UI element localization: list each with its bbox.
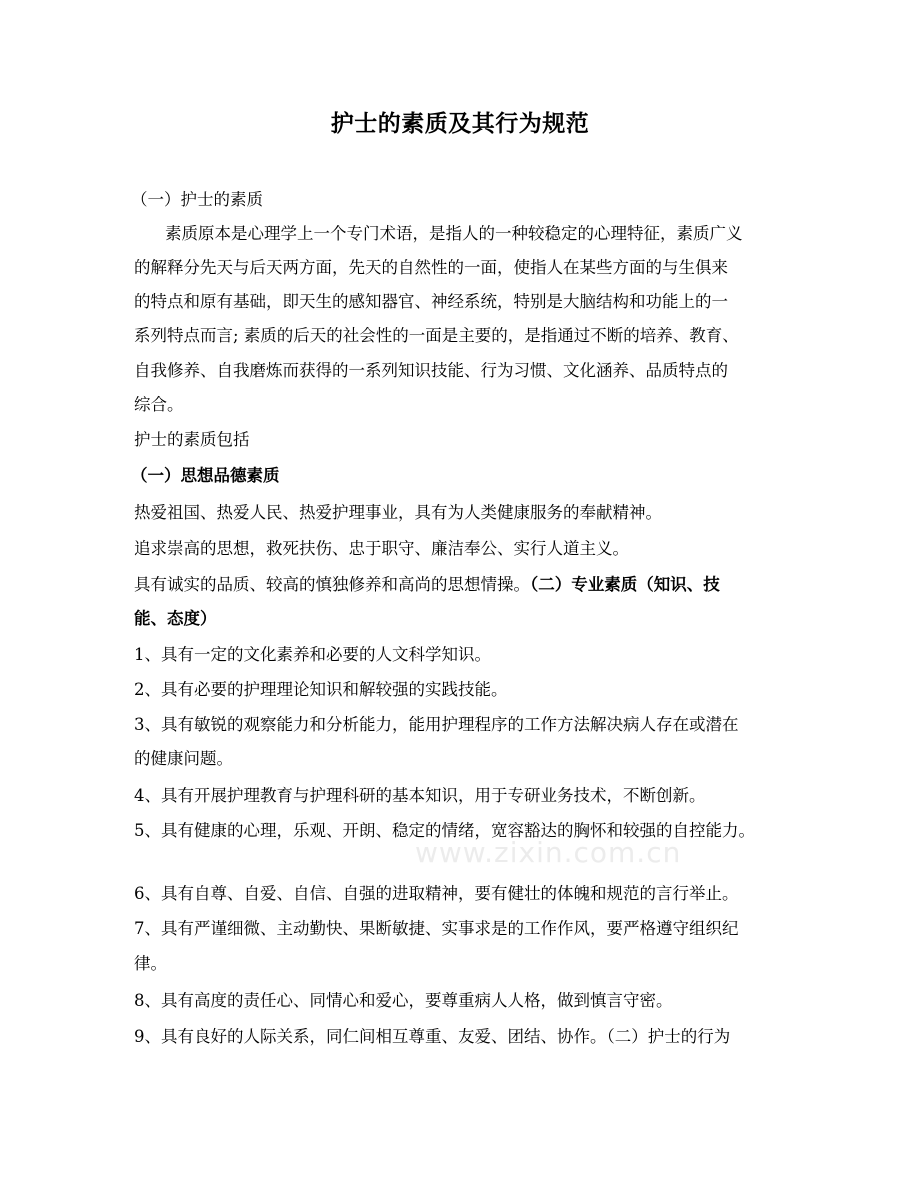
- paragraph-line: 素质原本是心理学上一个专门术语，是指人的一种较稳定的心理特征，素质广义: [165, 224, 743, 243]
- subsection-heading: 能、态度）: [134, 609, 217, 628]
- paragraph-line: 自我修养、自我磨炼而获得的一系列知识技能、行为习惯、文化涵养、品质特点的: [134, 361, 728, 380]
- paragraph-line: 系列特点而言; 素质的后天的社会性的一面是主要的，是指通过不断的培养、教育、: [134, 326, 739, 345]
- paragraph-line: [134, 574, 794, 596]
- list-item: 律。: [134, 954, 167, 973]
- page-title: 护士的素质及其行为规范: [330, 110, 590, 137]
- paragraph-line: 的解释分先天与后天两方面，先天的自然性的一面，使指人在某些方面的与生俱来: [134, 258, 728, 277]
- paragraph-line: 综合。: [134, 395, 184, 414]
- paragraph-text: 具有诚实的品质、较高的慎独修养和高尚的思想情操。: [134, 575, 530, 594]
- paragraph-line: 热爱祖国、热爱人民、热爱护理事业，具有为人类健康服务的奉献精神。: [134, 503, 662, 522]
- list-item: 6、具有自尊、自爱、自信、自强的进取精神，要有健壮的体魄和规范的言行举止。: [134, 884, 739, 903]
- paragraph-line: 追求崇高的思想，救死扶伤、忠于职守、廉洁奉公、实行人道主义。: [134, 539, 629, 558]
- paragraph-line: 护士的素质包括: [134, 430, 250, 449]
- watermark: www.zixin.com.cn: [415, 836, 682, 869]
- section-heading: （一）护士的素质: [131, 190, 263, 209]
- paragraph-line: 的特点和原有基础，即天生的感知器官、神经系统，特别是大脑结构和功能上的一: [134, 292, 728, 311]
- list-item: 2、具有必要的护理理论知识和解较强的实践技能。: [134, 680, 508, 699]
- subsection-heading: （一）思想品德素质: [131, 466, 280, 485]
- subsection-heading: （二）专业素质（知识、技: [530, 575, 720, 594]
- list-item: 7、具有严谨细微、主动勤快、果断敏捷、实事求是的工作作风，要严格遵守组织纪: [134, 919, 739, 938]
- list-item: 4、具有开展护理教育与护理科研的基本知识，用于专研业务技术，不断创新。: [134, 786, 706, 805]
- list-item: 5、具有健康的心理，乐观、开朗、稳定的情绪，宽容豁达的胸怀和较强的自控能力。: [134, 821, 755, 840]
- list-item: 的健康问题。: [134, 749, 233, 768]
- list-item: 3、具有敏锐的观察能力和分析能力，能用护理程序的工作方法解决病人存在或潜在: [134, 715, 739, 734]
- list-item: 9、具有良好的人际关系，同仁间相互尊重、友爱、团结、协作。（二）护士的行为: [134, 1027, 731, 1046]
- list-item: 8、具有高度的责任心、同情心和爱心，要尊重病人人格，做到慎言守密。: [134, 991, 673, 1010]
- list-item: 1、具有一定的文化素养和必要的人文科学知识。: [134, 645, 491, 664]
